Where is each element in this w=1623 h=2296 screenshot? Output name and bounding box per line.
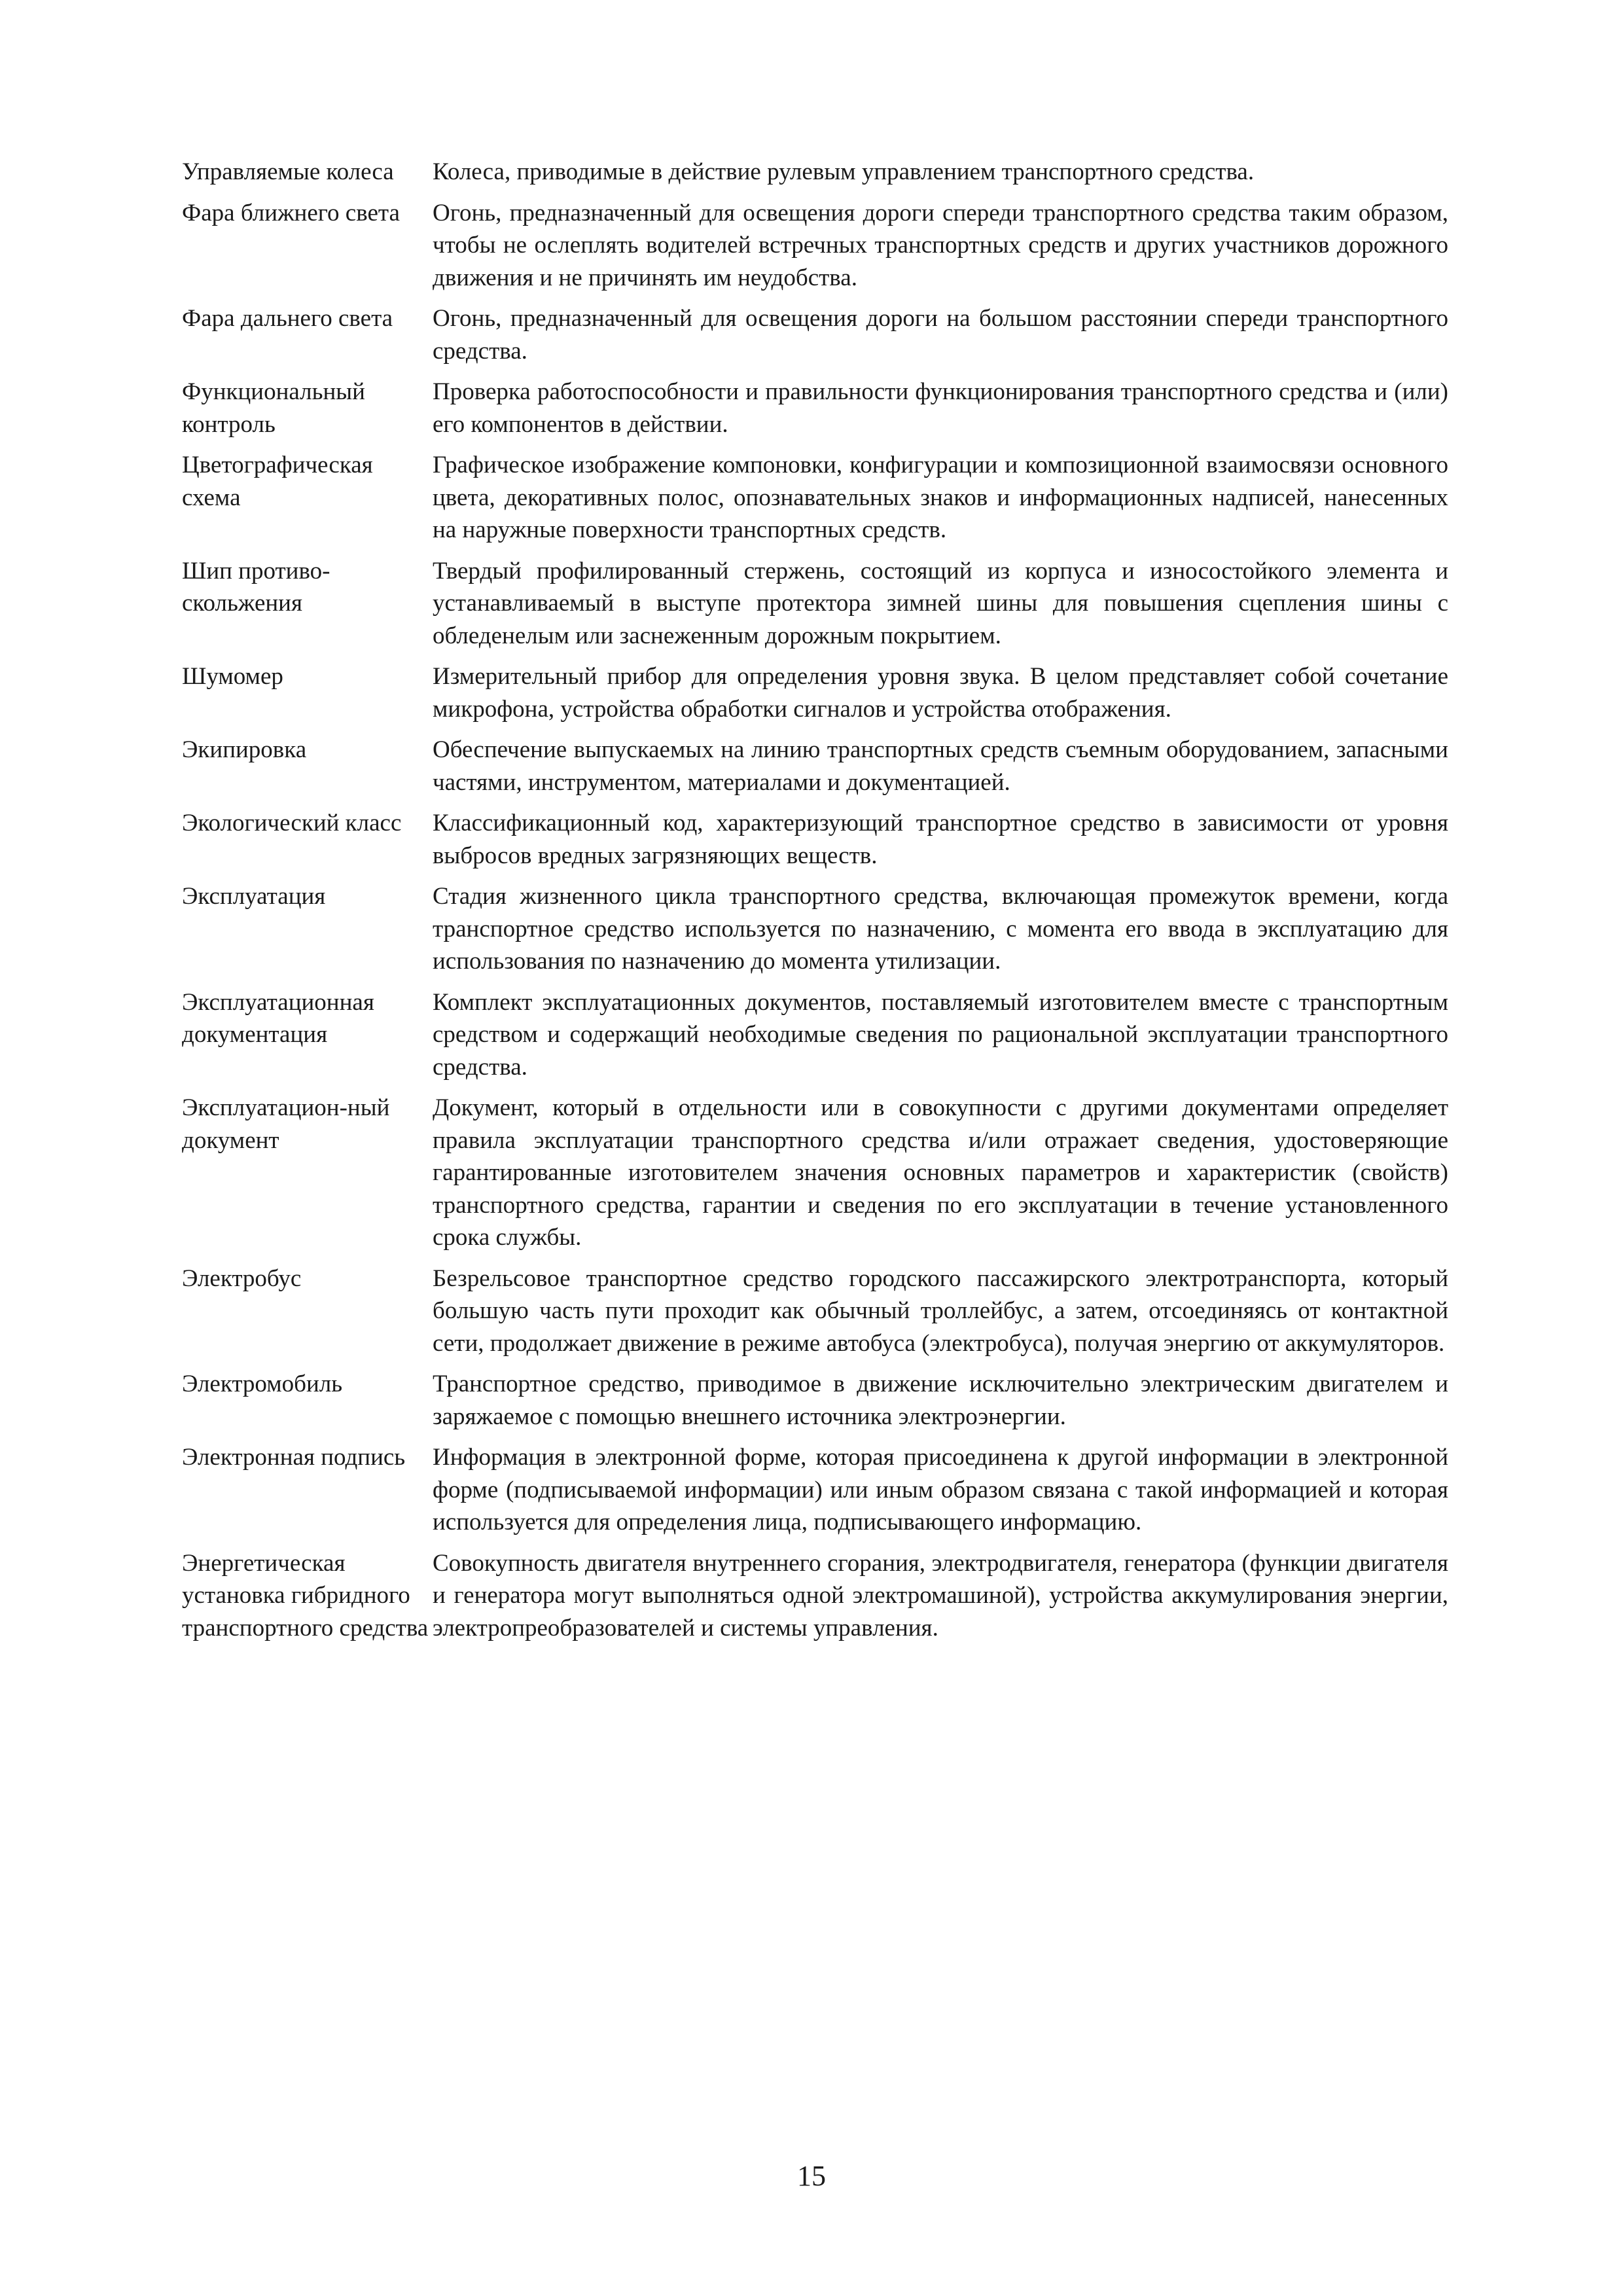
- entry-definition: Огонь, предназначенный для освещения дороги спереди транспортного средства таким образом, чтобы не ослеплять водителей встречных транспортных средств и других участников дорожного движения и не причинять им неудобства.: [433, 199, 1448, 291]
- glossary-entry: [182, 376, 1448, 440]
- entry-definition: Графическое изображение компоновки, конфигурации и композиционной взаимосвязи основного цвета, декоративных полос, опознавательных знаков и информационных надписей, нанесенных на наружные поверхности транспортных средств.: [433, 452, 1448, 543]
- glossary-entry: [182, 1368, 1448, 1433]
- entry-term: Шип противо-скольжения: [182, 557, 330, 617]
- entry-term: Эксплуатацион-ный документ: [182, 1094, 390, 1154]
- glossary-entry: [182, 807, 1448, 872]
- entry-definition: Комплект эксплуатационных документов, поставляемый изготовителем вместе с транспортным средством и содержащий необходимые сведения по рациональной эксплуатации транспортного средства.: [433, 988, 1448, 1081]
- entry-term: Шумомер: [182, 663, 283, 690]
- entry-term: Функциональный контроль: [182, 378, 365, 438]
- entry-definition: Измерительный прибор для определения уровня звука. В целом представляет собой сочетание микрофона, устройства обработки сигналов и устройства отображения.: [433, 663, 1448, 723]
- entry-definition: Огонь, предназначенный для освещения дороги на большом расстоянии спереди транспортного средства.: [433, 305, 1448, 365]
- entry-definition: Колеса, приводимые в действие рулевым управлением транспортного средства.: [433, 158, 1255, 185]
- entry-term: Фара ближнего света: [182, 199, 400, 226]
- entry-definition: Проверка работоспособности и правильности функционирования транспортного средства и (или) его компонентов в действии.: [433, 378, 1448, 438]
- glossary-entry: [182, 449, 1448, 547]
- glossary-entry: [182, 660, 1448, 725]
- entry-definition: Совокупность двигателя внутреннего сгорания, электродвигателя, генератора (функции двигателя и генератора могут выполняться одной электромашиной), устройства аккумулирования энергии, электропреобразователей и системы управления.: [433, 1549, 1448, 1641]
- entry-definition: Транспортное средство, приводимое в движение исключительно электрическим двигателем и заряжаемое с помощью внешнего источника электроэнергии.: [433, 1371, 1448, 1430]
- entry-term: Экипировка: [182, 736, 307, 763]
- entry-term: Эксплуатационная документация: [182, 988, 374, 1048]
- entry-definition: Твердый профилированный стержень, состоящий из корпуса и износостойкого элемента и устанавливаемый в выступе протектора зимней шины для повышения сцепления шины с обледенелым или заснеженным дорожным покрытием.: [433, 557, 1448, 649]
- entry-definition: Информация в электронной форме, которая присоединена к другой информации в электронной форме (подписываемой информации) или иным образом связана с такой информацией и которая используется для определения лица, подписывающего информацию.: [433, 1444, 1448, 1535]
- entry-definition: Стадия жизненного цикла транспортного средства, включающая промежуток времени, когда транспортное средство используется по назначению, с момента его ввода в эксплуатацию для использования по назначению до момента утилизации.: [433, 883, 1448, 975]
- glossary-entry: [182, 1263, 1448, 1360]
- entry-definition: Обеспечение выпускаемых на линию транспортных средств съемным оборудованием, запасными частями, инструментом, материалами и документацией.: [433, 736, 1448, 796]
- glossary-entry: [182, 156, 1448, 188]
- glossary-entry: [182, 555, 1448, 653]
- glossary-entry: [182, 880, 1448, 978]
- glossary: [182, 156, 1448, 1653]
- glossary-entry: [182, 1547, 1448, 1645]
- entry-term: Экологический класс: [182, 810, 402, 836]
- entry-term: Фара дальнего света: [182, 305, 393, 332]
- entry-term: Управляемые колеса: [182, 158, 394, 185]
- glossary-entry: [182, 302, 1448, 367]
- glossary-entry: [182, 986, 1448, 1084]
- entry-term: Электронная подпись: [182, 1444, 406, 1471]
- glossary-entry: [182, 197, 1448, 295]
- glossary-entry: [182, 734, 1448, 798]
- glossary-entry: [182, 1092, 1448, 1254]
- entry-term: Электробус: [182, 1265, 302, 1292]
- entry-term: Энергетическая установка гибридного транспортного средства: [182, 1549, 429, 1641]
- entry-term: Цветографическая схема: [182, 452, 373, 511]
- entry-definition: Классификационный код, характеризующий транспортное средство в зависимости от уровня выбросов вредных загрязняющих веществ.: [433, 810, 1448, 869]
- entry-definition: Безрельсовое транспортное средство городского пассажирского электротранспорта, который большую часть пути проходит как обычный троллейбус, а затем, отсоединяясь от контактной сети, продолжает движение в режиме автобуса (электробуса), получая энергию от аккумуляторов.: [433, 1265, 1448, 1357]
- entry-term: Эксплуатация: [182, 883, 326, 910]
- glossary-entry: [182, 1441, 1448, 1539]
- entry-term: Электромобиль: [182, 1371, 343, 1397]
- page-number: 15: [797, 2160, 826, 2192]
- entry-definition: Документ, который в отдельности или в совокупности с другими документами определяет правила эксплуатации транспортного средства и/или отражает сведения, удостоверяющие гарантированные изготовителем значения основных параметров и характеристик (свойств) транспортного средства, гарантии и сведения по его эксплуатации в течение установленного срока службы.: [433, 1094, 1448, 1251]
